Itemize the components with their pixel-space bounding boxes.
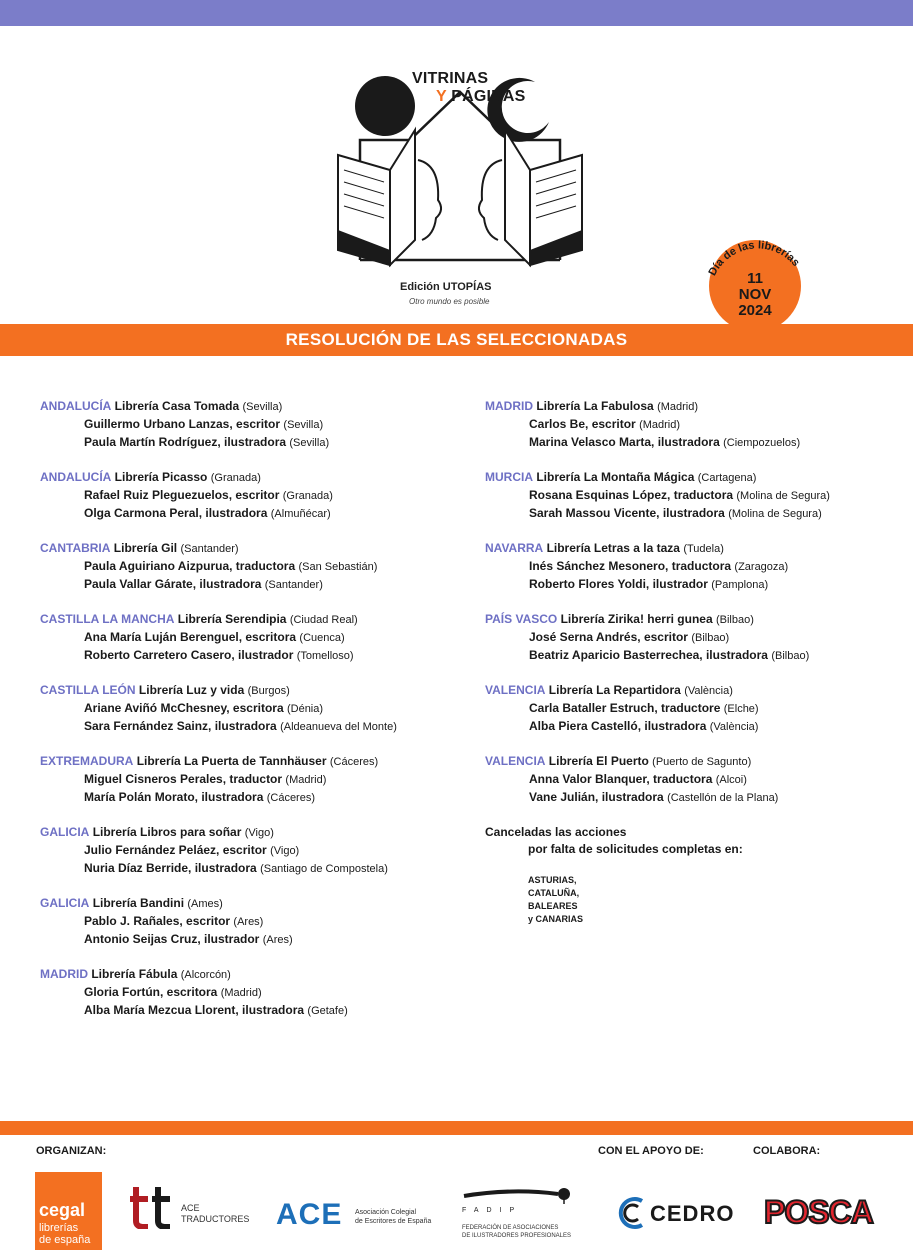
bookstore-location: (Bilbao) [715,614,754,626]
ace-logo-sub-2: de Escritores de España [355,1218,432,1225]
bookstore-name: Librería Zirika! herri gunea [560,612,713,626]
bookstore-line [40,824,480,842]
bookstore-location: (Cáceres) [329,756,379,768]
person-location: (Dénia) [286,703,324,715]
bookstore-line [40,398,480,416]
region-name: PAÍS VASCO [485,612,558,626]
bookstore-name: Librería Bandini [92,896,185,910]
bookstore-entry [485,469,905,523]
cedro-logo-icon [612,1193,652,1233]
logo-title-y: Y [436,88,452,105]
bookstore-location: (Granada) [210,472,261,484]
bookstore-entry [485,611,905,665]
person-name: Nuria Díaz Berride, ilustradora [84,861,257,875]
bookstore-location: (Puerto de Sagunto) [652,756,752,768]
bookstore-entry [40,682,480,736]
person-name: Alba Piera Castelló, ilustradora [529,719,707,733]
ace-traductores-label [181,1203,249,1225]
person-location: (Elche) [723,703,759,715]
person-location: (Sevilla) [283,419,324,431]
bookstore-line [40,895,480,913]
ace-logo-sub [355,1208,431,1226]
region-name: MADRID [40,967,88,981]
person-location: (Getafe) [307,1005,348,1017]
person-line [40,558,480,576]
person-location: (Almuñécar) [270,508,331,520]
person-line [40,505,480,523]
person-line [40,629,480,647]
bookstore-location: (València) [684,685,733,697]
person-line [40,647,480,665]
ace-traductores-label-1: ACE [181,1203,200,1213]
person-location: (Madrid) [285,774,327,786]
apoyo-label: CON EL APOYO DE: [598,1145,704,1157]
region-name: GALICIA [40,896,90,910]
banner-title: RESOLUCIÓN DE LAS SELECCIONADAS [285,330,628,349]
person-location: (Vigo) [270,845,300,857]
tagline: Otro mundo es posible [409,297,490,306]
person-name: Beatriz Aparicio Basterrechea, ilustradora [529,648,768,662]
person-line [40,718,480,736]
person-line [485,718,905,736]
person-name: Miguel Cisneros Perales, traductor [84,772,283,786]
region-name: VALENCIA [485,683,546,697]
person-location: (Molina de Segura) [728,508,822,520]
person-line [40,789,480,807]
person-name: Ariane Aviñó McChesney, escritora [84,701,284,715]
person-line [485,558,905,576]
person-line [40,931,480,949]
bookstore-location: (Santander) [180,543,239,555]
person-location: (Santiago de Compostela) [260,863,388,875]
face-right-icon [479,160,502,240]
person-location: (Castellón de la Plana) [667,792,779,804]
person-line [40,1002,480,1020]
region-name: CASTILLA LA MANCHA [40,612,175,626]
person-location: (Ares) [262,934,293,946]
person-location: (Zaragoza) [734,561,789,573]
person-location: (Ciempozuelos) [723,437,801,449]
badge-arc-label: Día de las librerías [706,239,802,278]
person-line [40,913,480,931]
person-location: (San Sebastián) [298,561,378,573]
right-column [485,398,905,926]
bookstore-location: (Sevilla) [242,401,283,413]
person-location: (Aldeanueva del Monte) [280,721,397,733]
person-name: Paula Aguiriano Aizpurua, traductora [84,559,296,573]
fadip-logo-sub-2: DE ILUSTRADORES PROFESIONALES [462,1233,572,1239]
person-location: (Cuenca) [299,632,345,644]
bookstore-name: Librería Gil [113,541,178,555]
person-line [40,842,480,860]
bookstore-name: Librería Fábula [91,967,178,981]
bookstore-name: Librería Picasso [114,470,208,484]
person-name: Paula Martín Rodríguez, ilustradora [84,435,287,449]
person-name: Anna Valor Blanquer, traductora [529,772,713,786]
person-line [485,647,905,665]
person-line [40,576,480,594]
person-line [40,487,480,505]
fadip-logo-sub [462,1224,571,1240]
bookstore-line [485,540,905,558]
logo-title [412,70,526,106]
person-name: Roberto Carretero Casero, ilustrador [84,648,294,662]
person-name: Rafael Ruiz Pleguezuelos, escritor [84,488,280,502]
bookstore-entry [40,895,480,949]
region-name: GALICIA [40,825,90,839]
person-location: (Madrid) [220,987,262,999]
person-line [485,487,905,505]
region-name: MADRID [485,399,533,413]
bookstore-name: Librería Luz y vida [138,683,245,697]
fadip-logo-text: FADIP [462,1207,523,1214]
bookstore-name: Librería Libros para soñar [92,825,242,839]
person-name: Marina Velasco Marta, ilustradora [529,435,720,449]
person-location: (Bilbao) [691,632,730,644]
person-name: Sarah Massou Vicente, ilustradora [529,506,725,520]
bookstore-entry [40,753,480,807]
person-name: Antonio Seijas Cruz, ilustrador [84,932,260,946]
person-name: Pablo J. Rañales, escritor [84,914,231,928]
bookstore-location: (Cartagena) [697,472,757,484]
bookstore-entry [40,540,480,594]
person-line [40,416,480,434]
bookstore-location: (Burgos) [247,685,290,697]
cancelled-region: y CANARIAS [528,914,584,924]
ace-logo-sub-1: Asociación Colegial [355,1209,417,1216]
person-line [40,771,480,789]
person-name: Carla Bataller Estruch, traductore [529,701,721,715]
person-line [485,505,905,523]
left-column [40,398,480,1037]
bookstore-line [40,966,480,984]
region-name: EXTREMADURA [40,754,134,768]
person-name: Rosana Esquinas López, traductora [529,488,734,502]
ace-traductores-logo-icon [130,1183,176,1229]
cancelled-regions-list [485,874,905,926]
cegal-logo [35,1172,102,1250]
cegal-logo-sub-2: de españa [39,1234,91,1246]
bookstore-line [485,682,905,700]
person-name: José Serna Andrés, escritor [529,630,688,644]
region-name: CANTABRIA [40,541,111,555]
bookstore-name: Librería La Fabulosa [536,399,654,413]
cegal-logo-sub-1: librerías [39,1222,79,1234]
person-location: (Madrid) [639,419,681,431]
person-location: (València) [709,721,759,733]
cegal-logo-sub [39,1222,90,1246]
region-name: ANDALUCÍA [40,399,112,413]
bookstore-line [40,540,480,558]
cegal-logo-name: cegal [39,1200,86,1220]
ace-traductores-label-2: TRADUCTORES [181,1214,250,1224]
bookstore-name: Librería Serendipia [177,612,287,626]
person-line [40,700,480,718]
cancelled-region: CATALUÑA, [528,888,580,898]
edition-label: Edición UTOPÍAS [400,281,492,293]
bookstore-entry [485,398,905,452]
person-name: Olga Carmona Peral, ilustradora [84,506,268,520]
person-name: Carlos Be, escritor [529,417,636,431]
person-line [40,434,480,452]
person-location: (Ares) [233,916,264,928]
posca-logo: POSCA [764,1194,873,1230]
cancelled-subheading: por falta de solicitudes completas en: [528,842,743,856]
bookstore-location: (Ames) [187,898,223,910]
bookstore-name: Librería Casa Tomada [114,399,240,413]
face-left-icon [418,160,441,240]
person-location: (Granada) [282,490,333,502]
bookstore-location: (Tudela) [683,543,724,555]
person-name: Roberto Flores Yoldi, ilustrador [529,577,708,591]
bookstore-line [40,469,480,487]
person-line [485,416,905,434]
person-line [40,860,480,878]
black-sun-icon [355,76,415,136]
bookstore-name: Librería La Puerta de Tannhäuser [136,754,327,768]
region-name: VALENCIA [485,754,546,768]
fadip-logo-sub-1: FEDERACIÓN DE ASOCIACIONES [462,1225,559,1231]
person-line [485,789,905,807]
badge-date [709,271,801,319]
person-name: Vane Julián, ilustradora [529,790,664,804]
footer-bar [0,1121,913,1135]
person-name: Alba María Mezcua Llorent, ilustradora [84,1003,305,1017]
person-name: Guillermo Urbano Lanzas, escritor [84,417,281,431]
bookstore-location: (Alcorcón) [180,969,231,981]
bookstore-entry [40,398,480,452]
person-line [40,984,480,1002]
bookstore-location: (Vigo) [244,827,274,839]
person-line [485,771,905,789]
organizan-label: ORGANIZAN: [36,1145,107,1157]
cancelled-region: ASTURIAS, [528,875,577,885]
bookstore-name: Librería La Repartidora [548,683,681,697]
bookstore-name: Librería La Montaña Mágica [536,470,695,484]
bookstore-line [485,469,905,487]
ace-logo: ACE [276,1198,343,1231]
badge-day: 11 [747,270,763,287]
bookstore-entry [485,753,905,807]
person-location: (Pamplona) [711,579,769,591]
person-name: Inés Sánchez Mesonero, traductora [529,559,732,573]
cancelled-region: BALEARES [528,901,578,911]
person-name: Sara Fernández Sainz, ilustradora [84,719,277,733]
bookstore-entry [40,824,480,878]
person-name: Ana María Luján Berenguel, escritora [84,630,297,644]
person-line [485,434,905,452]
bookstore-line [485,753,905,771]
person-line [485,576,905,594]
region-name: CASTILLA LEÓN [40,683,136,697]
bookstore-entry [485,682,905,736]
bookstore-line [485,398,905,416]
person-line [485,700,905,718]
person-name: Paula Vallar Gárate, ilustradora [84,577,262,591]
logo-title-paginas: PÁGINAS [451,88,526,105]
logo-title-line-1: VITRINAS [412,70,489,87]
colabora-label: COLABORA: [753,1145,821,1157]
bookstore-line [485,611,905,629]
cancelled-heading: Canceladas las acciones [485,825,627,839]
cedro-logo-text: CEDRO [650,1201,735,1226]
bookstore-line [40,753,480,771]
person-name: María Polán Morato, ilustradora [84,790,264,804]
person-location: (Santander) [264,579,323,591]
bookstore-entry [485,540,905,594]
person-name: Julio Fernández Peláez, escritor [84,843,267,857]
region-name: MURCIA [485,470,533,484]
bookstore-line [40,682,480,700]
person-name: Gloria Fortún, escritora [84,985,218,999]
bookstore-name: Librería El Puerto [548,754,649,768]
person-location: (Cáceres) [266,792,316,804]
region-name: NAVARRA [485,541,544,555]
person-location: (Tomelloso) [296,650,354,662]
person-location: (Alcoi) [715,774,747,786]
badge-year: 2024 [738,302,772,319]
bookstore-location: (Ciudad Real) [289,614,358,626]
bookstore-entry [40,469,480,523]
bookstore-entry [40,611,480,665]
badge-month: NOV [738,286,772,303]
person-location: (Bilbao) [771,650,810,662]
region-name: ANDALUCÍA [40,470,112,484]
person-location: (Molina de Segura) [736,490,830,502]
bookstore-name: Librería Letras a la taza [546,541,680,555]
person-line [485,629,905,647]
bookstore-entry [40,966,480,1020]
bookstore-location: (Madrid) [657,401,699,413]
bookstore-line [40,611,480,629]
person-location: (Sevilla) [289,437,330,449]
top-color-bar [0,0,913,26]
